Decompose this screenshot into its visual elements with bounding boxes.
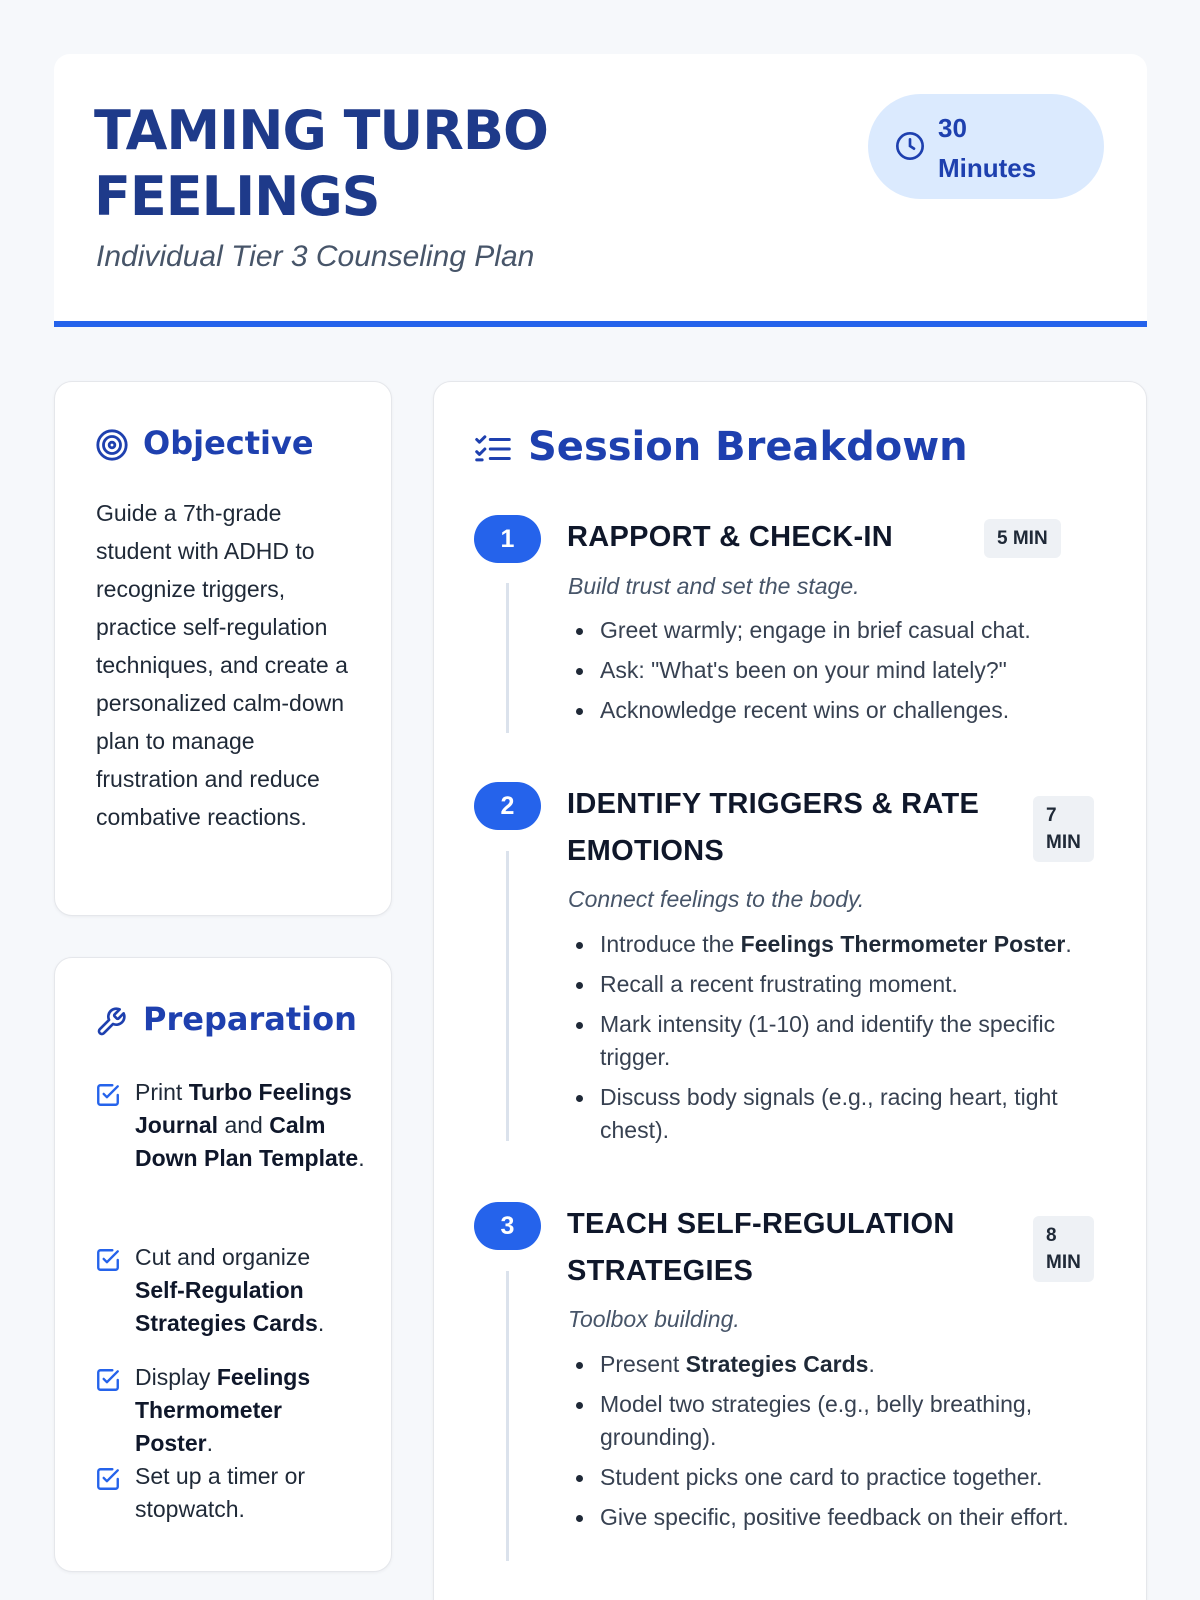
step-duration-text: 8	[1046, 1225, 1057, 1246]
step-title-line: IDENTIFY TRIGGERS & RATE	[567, 788, 980, 820]
text-segment: Cut and organize	[135, 1244, 311, 1270]
text-segment: Ask: "What's been on your mind lately?"	[600, 657, 1007, 683]
step-bullet	[568, 1461, 1108, 1494]
page-title	[94, 98, 548, 230]
step-number-badge: 3	[474, 1202, 541, 1250]
step-bullet	[568, 1348, 1108, 1381]
checklist-icon	[474, 432, 512, 466]
step-bullet	[568, 1081, 1108, 1147]
step-number-badge: 1	[474, 515, 541, 563]
title-line-2: FEELINGS	[94, 165, 380, 228]
step-bullet	[568, 1008, 1108, 1074]
step-bullet	[568, 614, 1108, 647]
session-heading: Session Breakdown	[528, 424, 968, 470]
text-segment: .	[868, 1351, 875, 1377]
step-subtitle: Toolbox building.	[568, 1306, 740, 1332]
duration-number: 30	[938, 113, 967, 143]
step-bullet	[568, 654, 1108, 687]
plan-header	[54, 54, 1147, 327]
preparation-item-text	[135, 1361, 365, 1460]
emphasized-text: Calm Down Plan Template	[135, 1112, 359, 1171]
preparation-card	[54, 957, 392, 1572]
text-segment: Display	[135, 1364, 217, 1390]
text-segment: Print	[135, 1079, 189, 1105]
preparation-item-text	[135, 1076, 365, 1175]
wrench-icon	[95, 1006, 127, 1038]
step-duration-text: 7	[1046, 805, 1057, 826]
step-number-badge: 2	[474, 782, 541, 830]
emphasized-text: Self-Regulation Strategies Cards	[135, 1277, 318, 1336]
step-title	[567, 514, 893, 561]
text-segment: Introduce the	[600, 931, 741, 957]
text-segment: Greet warmly; engage in brief casual chat.	[600, 617, 1031, 643]
step-bullet	[568, 968, 1108, 1001]
text-segment: and	[218, 1112, 270, 1138]
page-subtitle: Individual Tier 3 Counseling Plan	[96, 240, 535, 273]
checkbox-checked-icon	[95, 1466, 121, 1492]
step-duration-badge	[1033, 796, 1094, 862]
step-bullet	[568, 1501, 1108, 1534]
step-title	[567, 781, 979, 875]
objective-card	[54, 381, 392, 916]
step-bullet-list	[568, 614, 1108, 734]
text-segment: Student picks one card to practice together.	[600, 1464, 1043, 1490]
title-line-1: TAMING TURBO	[94, 99, 548, 162]
text-segment: Give specific, positive feedback on their effort.	[600, 1504, 1069, 1530]
step-timeline-line	[506, 583, 509, 733]
preparation-heading: Preparation	[143, 1000, 357, 1038]
checkbox-checked-icon	[95, 1367, 121, 1393]
objective-heading: Objective	[143, 424, 314, 462]
step-bullet-list	[568, 928, 1108, 1154]
step-title-line: STRATEGIES	[567, 1255, 754, 1287]
text-segment: .	[1065, 931, 1072, 957]
step-duration-text: MIN	[1046, 832, 1081, 853]
text-segment: Recall a recent frustrating moment.	[600, 971, 958, 997]
text-segment: Acknowledge recent wins or challenges.	[600, 697, 1010, 723]
checkbox-checked-icon	[95, 1247, 121, 1273]
target-icon	[95, 428, 129, 462]
clock-icon	[894, 130, 926, 162]
duration-badge	[868, 94, 1104, 199]
session-breakdown-card	[433, 381, 1147, 1600]
text-segment: Present	[600, 1351, 686, 1377]
step-title-line: RAPPORT & CHECK-IN	[567, 521, 894, 553]
step-bullet-list	[568, 1348, 1108, 1541]
duration-unit: Minutes	[938, 153, 1037, 183]
step-title-line: EMOTIONS	[567, 835, 725, 867]
emphasized-text: Feelings Thermometer Poster	[135, 1364, 311, 1456]
preparation-item-text	[135, 1241, 365, 1340]
step-duration-badge	[984, 519, 1061, 558]
emphasized-text: Turbo Feelings Journal	[135, 1079, 352, 1138]
emphasized-text: Feelings Thermometer Poster	[740, 931, 1066, 957]
text-segment: .	[206, 1430, 213, 1456]
text-segment: .	[358, 1145, 365, 1171]
step-bullet	[568, 928, 1108, 961]
objective-text: Guide a 7th-grade student with ADHD to recognize triggers, practice self-regulation techniques, and create a personalized calm-down plan to manage frustration and reduce combative reactions.	[96, 500, 348, 830]
step-subtitle: Build trust and set the stage.	[568, 573, 860, 599]
text-segment: Model two strategies (e.g., belly breathing, grounding).	[600, 1391, 1033, 1450]
duration-text	[938, 108, 1036, 188]
step-title	[567, 1201, 955, 1295]
emphasized-text: Strategies Cards	[685, 1351, 869, 1377]
preparation-item-text	[135, 1460, 365, 1526]
step-bullet	[568, 694, 1108, 727]
step-duration-text: MIN	[1046, 1252, 1081, 1273]
step-duration-badge	[1033, 1216, 1094, 1282]
step-title-line: TEACH SELF-REGULATION	[567, 1208, 955, 1240]
step-bullet	[568, 1388, 1108, 1454]
step-timeline-line	[506, 851, 509, 1141]
checkbox-checked-icon	[95, 1082, 121, 1108]
text-segment: Mark intensity (1-10) and identify the specific trigger.	[600, 1011, 1056, 1070]
text-segment: .	[317, 1310, 325, 1336]
text-segment: Set up a timer or stopwatch.	[135, 1463, 306, 1522]
step-timeline-line	[506, 1271, 509, 1561]
text-segment: Discuss body signals (e.g., racing heart, tight chest).	[600, 1084, 1058, 1143]
step-subtitle: Connect feelings to the body.	[568, 886, 865, 912]
step-duration-text: 5 MIN	[997, 528, 1048, 549]
